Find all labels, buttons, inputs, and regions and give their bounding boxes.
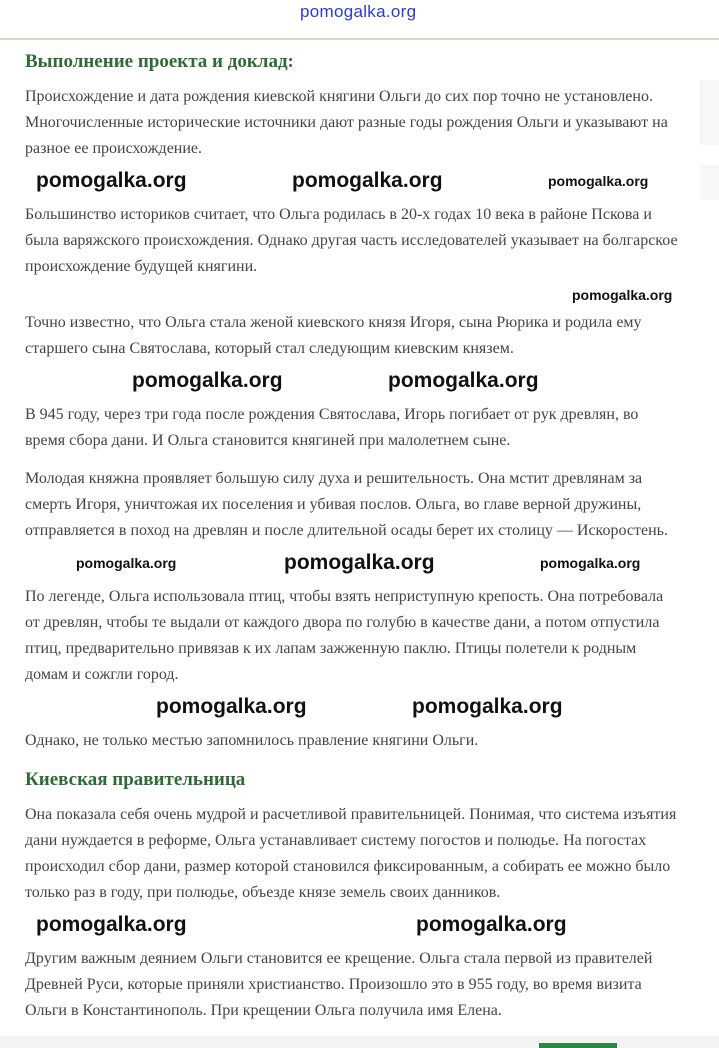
paragraph: По легенде, Ольга использовала птиц, чтобы взять неприступную крепость. Она потребовала от древлян, чтобы те выдали от каждого двора по голубю в качестве дани, а потом отпустила птиц, предварительно привязав к их лапам зажженную паклю. Птицы полетели к родным домам и сожгли город. <box>25 588 664 683</box>
watermark: pomogalka.org <box>540 555 641 571</box>
paragraph: Она показала себя очень мудрой и расчетливой правительницей. Понимая, что система изъятия дани нуждается в реформе, Ольга устанавливает систему погостов и полюдье. На погостах происходил сбор дани, размер которой становился фиксированным, а собирать ее можно было только раз в году, при полюдье, объезде князе земель своих данников. <box>25 806 677 901</box>
watermark-row <box>0 168 719 198</box>
paragraph: Однако, не только местью запомнилось правление княгини Ольги. <box>25 732 479 749</box>
bottom-action-button[interactable] <box>539 1043 617 1048</box>
watermark: pomogalka.org <box>388 369 539 392</box>
watermark: pomogalka.org <box>156 695 307 718</box>
paragraph: В 945 году, через три года после рождения Святослава, Игорь погибает от рук древлян, во время сбора дани. И Ольга становится княгиней при малолетнем сыне. <box>25 406 639 449</box>
paragraph: Другим важным деянием Ольги становится ее крещение. Ольга стала первой из правителей Древней Руси, которые приняли христианство. Произошло это в 955 году, во время визита Ольги в Константинополь. При крещении Ольга получила имя Елена. <box>25 950 653 1019</box>
watermark-row <box>0 550 719 580</box>
watermark-row <box>0 912 719 942</box>
watermark: pomogalka.org <box>416 913 567 936</box>
watermark: pomogalka.org <box>36 169 187 192</box>
watermark-row <box>0 694 719 724</box>
article-content <box>25 48 680 1024</box>
section-heading: Киевская правительница <box>25 769 246 790</box>
watermark: pomogalka.org <box>36 913 187 936</box>
watermark: pomogalka.org <box>412 695 563 718</box>
watermark-row <box>0 368 719 398</box>
bottom-bar <box>0 1036 719 1048</box>
paragraph: Большинство историков считает, что Ольга родилась в 20-х годах 10 века в районе Пскова и была варяжского происхождения. Однако другая часть исследователей указывает на болгарское происхождение будущей княгини. <box>25 206 678 275</box>
watermark: pomogalka.org <box>76 555 177 571</box>
watermark: pomogalka.org <box>548 173 649 189</box>
watermark: pomogalka.org <box>132 369 283 392</box>
watermark-row <box>0 286 719 306</box>
paragraph: Происхождение и дата рождения киевской княгини Ольги до сих пор точно не установлено. Многочисленные исторические источники дают разные годы рождения Ольги и указывают на разное ее происхождение. <box>25 88 668 157</box>
watermark: pomogalka.org <box>284 551 435 574</box>
paragraph: Точно известно, что Ольга стала женой киевского князя Игоря, сына Рюрика и родила ему старшего сына Святослава, который стал следующим киевским князем. <box>25 314 642 357</box>
top-navigation-bar <box>0 0 719 40</box>
watermark: pomogalka.org <box>572 287 673 303</box>
paragraph: Молодая княжна проявляет большую силу духа и решительность. Она мстит древлянам за смерть Игоря, уничтожая их поселения и убивая послов. Ольга, во главе верной дружины, отправляется в поход на древлян и после длительной осады берет их столицу — Искоростень. <box>25 470 668 539</box>
watermark: pomogalka.org <box>292 169 443 192</box>
section-heading: Выполнение проекта и доклад: <box>25 51 294 72</box>
watermark: pomogalka.org <box>300 2 417 21</box>
sidebar-widget <box>700 80 719 145</box>
